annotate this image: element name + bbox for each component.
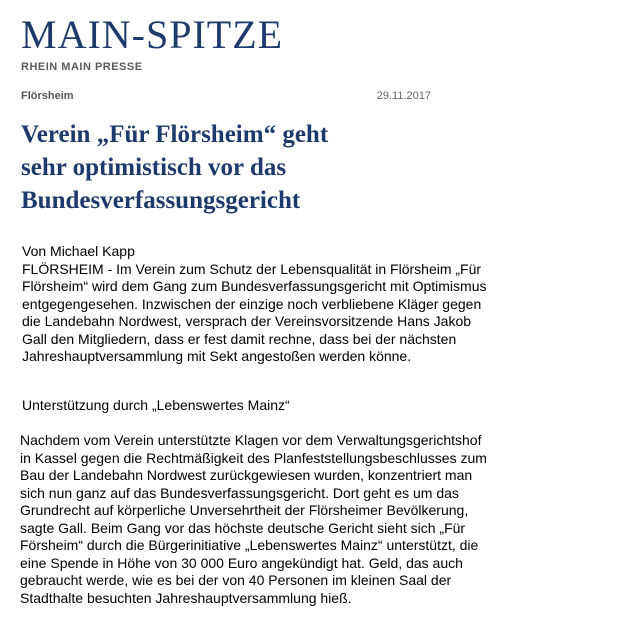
lead-line: Flörsheim“ wird dem Gang zum Bundesverfassungsgericht mit Optimismus [22,278,487,294]
headline-line: Verein „Für Flörsheim“ geht [21,121,329,148]
lead-line: die Landebahn Nordwest, versprach der Vereinsvorsitzende Hans Jakob [22,313,472,329]
paragraph-line: eine Spende in Höhe von 30 000 Euro angekündigt hat. Geld, das auch [20,554,463,571]
article-meta [21,90,431,102]
lead-line: Gall den Mitgliedern, dass er fest damit rechne, dass bei der nächsten [22,330,457,347]
paragraph-line: Försheim“ durch die Bürgerinitiative „Lebenswertes Mainz“ unterstützt, die [20,537,479,553]
author-byline: Von Michael Kapp [22,243,135,259]
article-lead [22,243,612,366]
paragraph-line: Bau der Landebahn Nordwest zurückgewiesen wurden, konzentriert man [20,467,473,483]
paragraph-line: in Kassel gegen die Rechtmäßigkeit des Planfeststellungsbeschlusses zum [20,449,487,466]
paragraph-line: Nachdem vom Verein unterstützte Klagen vor dem Verwaltungsgerichtshof [20,432,482,448]
headline-line: sehr optimistisch vor das [21,154,287,181]
article-paragraph [20,432,616,607]
article-subheading: Unterstützung durch „Lebenswertes Mainz“ [22,397,290,413]
publish-date: 29.11.2017 [376,90,431,102]
paragraph-line: Stadthalte besuchten Jahreshauptversammlung hieß. [20,589,352,606]
masthead [21,12,283,73]
lead-line: Jahreshauptversammlung mit Sekt angestoßen werden könne. [22,348,412,364]
paragraph-line: sich nun ganz auf das Bundesverfassungsgericht. Dort geht es um das [20,484,459,501]
lead-line: entgegengesehen. Inzwischen der einzige noch verbliebene Kläger gegen [22,295,482,312]
headline-line: Bundesverfassungsgericht [21,187,301,214]
article-headline [21,118,441,217]
paragraph-line: sagte Gall. Beim Gang vor das höchste deutsche Gericht sieht sich „Für [20,519,466,536]
lead-line: FLÖRSHEIM - Im Verein zum Schutz der Lebensqualität in Flörsheim „Für [22,260,482,277]
section-label: Flörsheim [21,90,74,102]
brand-logo: MAIN-SPITZE [21,12,284,57]
brand-subtitle: RHEIN MAIN PRESSE [21,61,143,73]
paragraph-line: gebraucht werde, wie es bei der von 40 Personen im kleinen Saal der [20,572,452,588]
paragraph-line: Grundrecht auf körperliche Unversehrtheit der Flörsheimer Bevölkerung, [20,502,469,518]
